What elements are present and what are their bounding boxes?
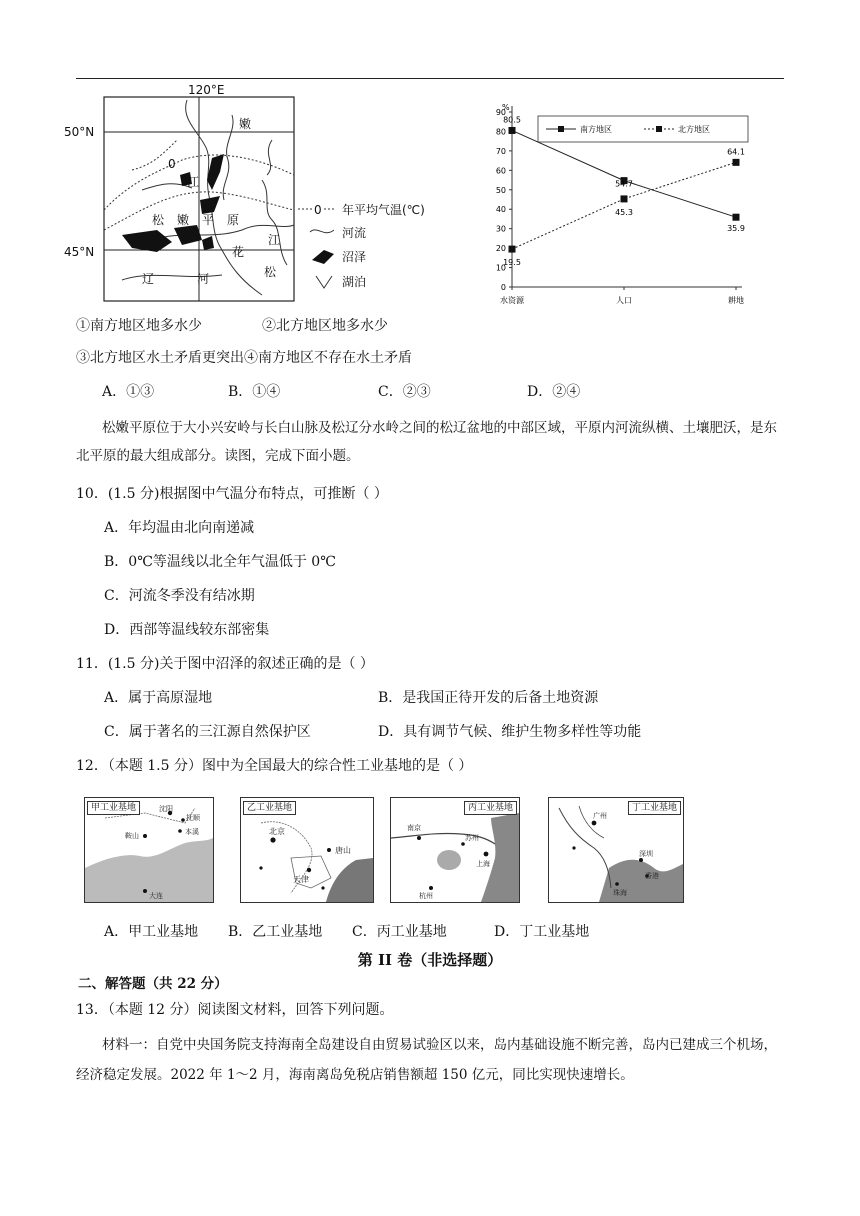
- place-char: 松: [152, 213, 165, 227]
- q10-stem: 10．(1.5 分)根据图中气温分布特点，可推断（ ）: [76, 486, 388, 502]
- q9-statement-3: ③北方地区水土矛盾更突出: [76, 350, 244, 366]
- place-char: 嫩: [177, 213, 190, 227]
- data-label: 35.9: [727, 224, 745, 234]
- y-tick-label: 70: [495, 146, 506, 156]
- city-label: 天津: [293, 875, 309, 884]
- legend-river-label: 河流: [342, 226, 367, 240]
- city-label: 苏州: [465, 834, 479, 842]
- city-label: 沈阳: [159, 805, 173, 813]
- lat-bottom-label: 45°N: [64, 245, 95, 259]
- city-label: 北京: [269, 827, 285, 836]
- top-rule: [76, 78, 784, 79]
- legend-marsh-icon: [312, 250, 334, 264]
- part2-title: 第 II 卷（非选择题）: [357, 951, 503, 969]
- legend-lake-label: 湖泊: [342, 275, 367, 289]
- q9-option-d[interactable]: D．②④: [527, 384, 581, 400]
- q9-option-b[interactable]: B．①④: [228, 384, 281, 400]
- y-tick-label: 10: [495, 263, 506, 273]
- city-label: 抚顺: [186, 814, 200, 822]
- city-label: 唐山: [335, 846, 351, 855]
- q10-option-c[interactable]: C．河流冬季没有结冰期: [104, 588, 255, 604]
- place-char: 花: [232, 245, 245, 259]
- q9-statement-2: ②北方地区地多水少: [262, 318, 388, 334]
- place-char: 河: [197, 272, 210, 286]
- q13-stem: 13．（本题 12 分）阅读图文材料，回答下列问题。: [76, 1002, 394, 1018]
- data-point: [733, 159, 740, 166]
- map-yi: [240, 797, 374, 903]
- city-label: 广州: [593, 812, 607, 820]
- legend-marker: [558, 126, 564, 132]
- legend-label: 南方地区: [580, 125, 612, 134]
- city-label: 深圳: [639, 850, 653, 858]
- data-label: 80.5: [503, 115, 521, 125]
- q13-material1: 材料一：自党中央国务院支持海南全岛建设自由贸易试验区以来，岛内基础设施不断完善，岛内已建成三个机场，经济稳定发展。2022 年 1～2 月，海南离岛免税店销售额超 150 亿元，同比实现快速增长。: [76, 1037, 777, 1083]
- data-label: 45.3: [615, 207, 633, 217]
- y-tick-label: 30: [495, 224, 506, 234]
- legend-lake-icon: [316, 276, 332, 288]
- place-char: 江: [187, 175, 200, 189]
- city-label: 大连: [149, 892, 163, 900]
- data-label: 19.5: [503, 258, 521, 268]
- x-tick-label: 耕地: [728, 296, 744, 305]
- city-label: 杭州: [419, 892, 433, 900]
- lon-label: 120°E: [188, 83, 225, 97]
- q11-option-c[interactable]: C．属于著名的三江源自然保护区: [104, 724, 311, 740]
- map-bing-title: 丙工业基地: [464, 801, 517, 815]
- legend-marsh-label: 沼泽: [342, 250, 367, 264]
- y-tick-label: 40: [495, 205, 506, 215]
- place-char: 原: [227, 213, 240, 227]
- passage: 松嫩平原位于大小兴安岭与长白山脉及松辽分水岭之间的松辽盆地的中部区域，平原内河流纵横、土壤肥沃，是东北平原的最大组成部分。读图，完成下面小题。: [76, 420, 777, 464]
- y-tick-label: 90: [495, 108, 506, 117]
- q12-stem: 12．（本题 1.5 分）图中为全国最大的综合性工业基地的是（ ）: [76, 758, 473, 774]
- q12-option-b[interactable]: B．乙工业基地: [228, 924, 323, 940]
- songnen-map: [62, 80, 472, 305]
- q9-statements-row1: [76, 316, 784, 336]
- q10-option-b[interactable]: B．0℃等温线以北全年气温低于 0℃: [104, 554, 336, 570]
- map-bing: [390, 797, 520, 903]
- line-chart: [474, 100, 762, 312]
- data-label: 64.1: [727, 147, 745, 157]
- map-yi-title: 乙工业基地: [243, 801, 296, 815]
- y-tick-label: 80: [495, 127, 506, 137]
- isotherm-zero-label: 0: [168, 157, 176, 171]
- city-label: 上海: [476, 860, 490, 868]
- place-char: 江: [268, 233, 281, 247]
- legend-marker: [656, 126, 662, 132]
- y-tick-label: 50: [495, 185, 506, 195]
- q10-option-d[interactable]: D．西部等温线较东部密集: [104, 622, 270, 638]
- data-point: [733, 214, 740, 221]
- x-tick-label: 水资源: [500, 296, 524, 305]
- q12-option-a[interactable]: A．甲工业基地: [104, 924, 199, 940]
- map-ding-title: 丁工业基地: [628, 801, 681, 815]
- q11-option-b[interactable]: B．是我国正待开发的后备土地资源: [378, 690, 599, 706]
- place-char: 松: [264, 265, 277, 279]
- y-tick-label: 20: [495, 244, 506, 254]
- y-tick-label: 0: [500, 283, 506, 292]
- data-point: [509, 246, 516, 253]
- q9-option-a[interactable]: A．①③: [102, 384, 155, 400]
- x-tick-label: 人口: [616, 296, 632, 305]
- place-char: 平: [202, 213, 215, 227]
- city-label: 本溪: [185, 828, 199, 836]
- map-jia-title: 甲工业基地: [87, 801, 140, 815]
- q11-stem: 11．(1.5 分)关于图中沼泽的叙述正确的是（ ）: [76, 656, 374, 672]
- data-point: [509, 127, 516, 134]
- q9-statements-row2: [76, 348, 784, 368]
- city-label: 香港: [645, 872, 659, 880]
- city-label: 南京: [407, 824, 421, 832]
- legend-river-icon: [310, 230, 334, 233]
- q9-statement-1: ①南方地区地多水少: [76, 318, 202, 334]
- legend-isotherm-symbol: 0: [314, 203, 322, 217]
- q12-option-c[interactable]: C．丙工业基地: [352, 924, 447, 940]
- q12-option-d[interactable]: D．丁工业基地: [494, 924, 590, 940]
- q11-option-d[interactable]: D．具有调节气候、维护生物多样性等功能: [378, 724, 642, 740]
- q11-option-a[interactable]: A．属于高原湿地: [104, 690, 213, 706]
- map-jia: [84, 797, 214, 903]
- map-ding: [548, 797, 684, 903]
- q9-statement-4: ④南方地区不存在水土矛盾: [244, 350, 412, 366]
- city-label: 鞍山: [125, 832, 139, 840]
- y-axis-unit: %: [502, 103, 510, 112]
- y-tick-label: 60: [495, 166, 506, 176]
- section-heading: 二、解答题（共 22 分）: [78, 976, 228, 992]
- q10-option-a[interactable]: A．年均温由北向南递减: [104, 520, 255, 536]
- city-label: 珠海: [613, 889, 627, 897]
- q9-option-c[interactable]: C．②③: [378, 384, 431, 400]
- place-char: 嫩: [239, 117, 252, 131]
- lat-top-label: 50°N: [64, 125, 95, 139]
- legend-label: 北方地区: [678, 125, 710, 134]
- legend-isotherm-label: 年平均气温(℃): [342, 203, 425, 217]
- data-point: [621, 195, 628, 202]
- place-char: 辽: [142, 272, 155, 286]
- data-label: 54.7: [615, 179, 633, 189]
